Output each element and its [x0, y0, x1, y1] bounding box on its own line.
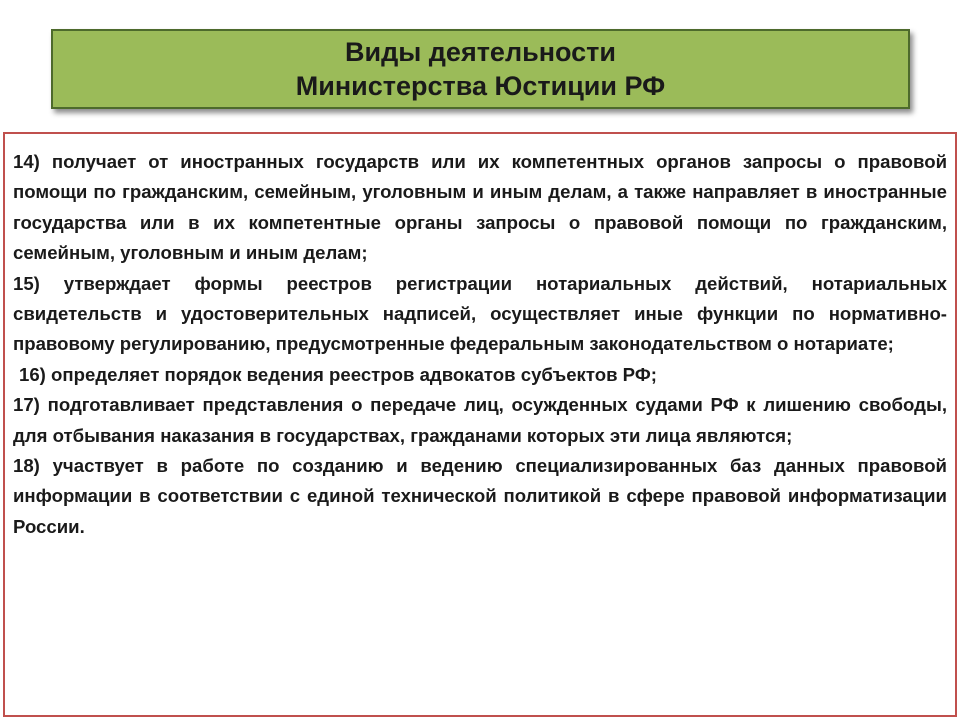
title-line-2: Министерства Юстиции РФ [295, 71, 666, 101]
title-banner [51, 29, 910, 109]
title-line-1: Виды деятельности [345, 37, 616, 67]
list-item-14: 14) получает от иностранных государств или их компетентных органов запросы о правовой помощи по гражданским, семейным, уголовным и иным делам, а также направляет в иностранные государства или в их компетентные органы запросы о правовой помощи по гражданским, семейным, уголовным и иным делам; [13, 151, 947, 264]
list-item-16: 16) определяет порядок ведения реестров адвокатов субъектов РФ; [19, 363, 657, 385]
content-panel [3, 132, 957, 717]
list-item-15: 15) утверждает формы реестров регистрации нотариальных действий, нотариальных свидетельств и удостоверительных надписей, осуществляет иные функции по нормативно-правовому регулированию, предусмотренные федеральным законодательством о нотариате; [13, 272, 947, 355]
list-item-17: 17) подготавливает представления о передаче лиц, осужденных судами РФ к лишению свободы, для отбывания наказания в государствах, гражданами которых эти лица являются; [13, 394, 947, 446]
list-item-18: 18) участвует в работе по созданию и ведению специализированных баз данных правовой информации в соответствии с единой технической политикой в сфере правовой информатизации России. [13, 455, 947, 537]
